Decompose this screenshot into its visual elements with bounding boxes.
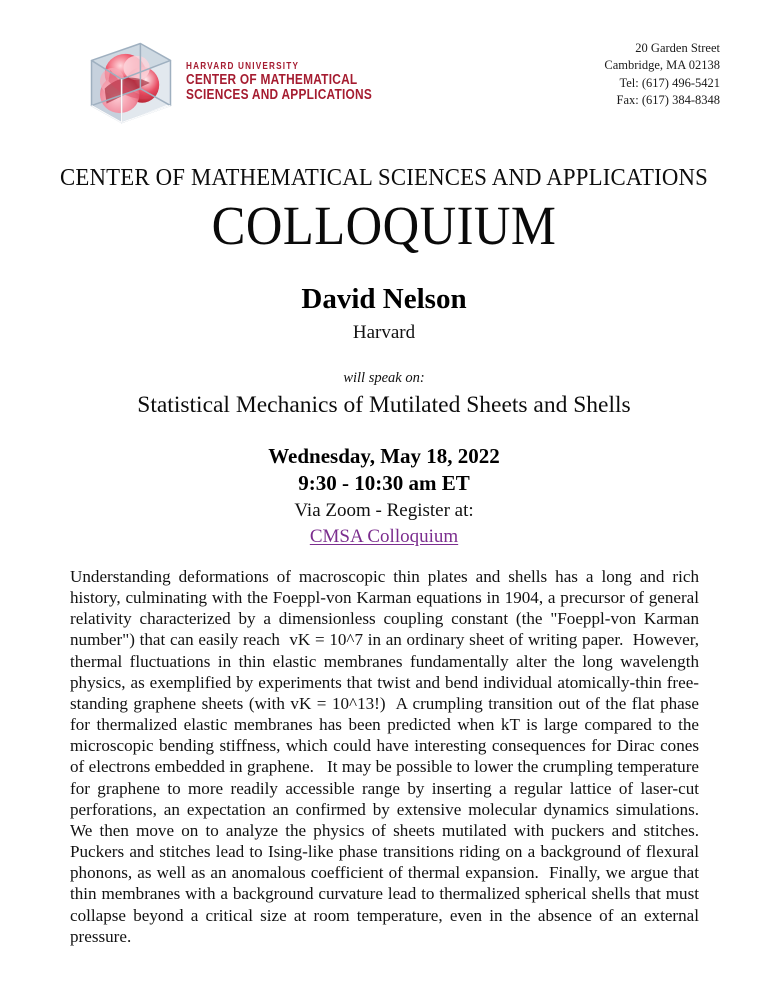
logo-line-sciences: SCIENCES AND APPLICATIONS: [186, 87, 373, 104]
event-time: 9:30 - 10:30 am ET: [298, 470, 470, 495]
organization-heading: CENTER OF MATHEMATICAL SCIENCES AND APPLICATIONS: [59, 164, 709, 191]
logo-line-harvard: HARVARD UNIVERSITY: [186, 61, 300, 73]
page-title: COLLOQUIUM: [211, 195, 557, 256]
speaker-name: David Nelson: [301, 283, 467, 315]
address-street: 20 Garden Street: [635, 41, 720, 55]
cmsa-logo: [84, 36, 413, 130]
will-speak-label: will speak on:: [343, 370, 425, 386]
event-details: [0, 443, 768, 548]
speaker-affiliation: Harvard: [352, 322, 416, 343]
talk-title: Statistical Mechanics of Mutilated Sheets and Shells: [137, 392, 631, 418]
abstract-text: Understanding deformations of macroscopic thin plates and shells has a long and rich history, culminating with the Foeppl-von Karman equations in 1904, a precursor of general relativity characterized by a dimensionless coupling constant (the "Foeppl-von Karman number") that can easily reach vK = 10^7 in an ordinary sheet of writing paper. However, thermal fluctuations in thin elastic membranes fundamentally alter the long wavelength physics, as exemplified by experiments that twist and bend individual atomically-thin free-standing graphene sheets (with vK = 10^13!) A crumpling transition out of the flat phase for thermalized elastic membranes has been predicted when kT is large compared to the microscopic bending stiffness, which could have interesting consequences for Dirac cones of electrons embedded in graphene. It may be possible to lower the crumpling temperature for graphene to more readily accessible range by inserting a regular lattice of laser-cut perforations, an expectation an confirmed by extensive molecular dynamics simulations. We then move on to analyze the physics of sheets mutilated with puckers and stitches. Puckers and stitches lead to Ising-like phase transitions riding on a background of flexural phonons, as well as an anomalous coefficient of thermal expansion. Finally, we argue that thin membranes with a background curvature lead to thermalized spherical shells that must collapse beyond a critical size at room temperature, even in the absence of an external pressure.: [70, 567, 712, 946]
letterhead: [0, 0, 768, 150]
address-city: Cambridge, MA 02138: [604, 58, 720, 73]
logo-line-center: CENTER OF MATHEMATICAL: [186, 71, 358, 88]
event-date: Wednesday, May 18, 2022: [268, 444, 500, 468]
event-location: Via Zoom - Register at:: [294, 499, 474, 521]
address-tel: Tel: (617) 496-5421: [619, 75, 720, 90]
cmsa-logo-wordmark: [186, 62, 372, 103]
contact-address: [604, 40, 720, 109]
cmsa-cube-surface-logo-icon: [84, 36, 178, 130]
registration-link[interactable]: CMSA Colloquium: [309, 526, 459, 548]
address-fax: Fax: (617) 384-8348: [616, 92, 720, 107]
